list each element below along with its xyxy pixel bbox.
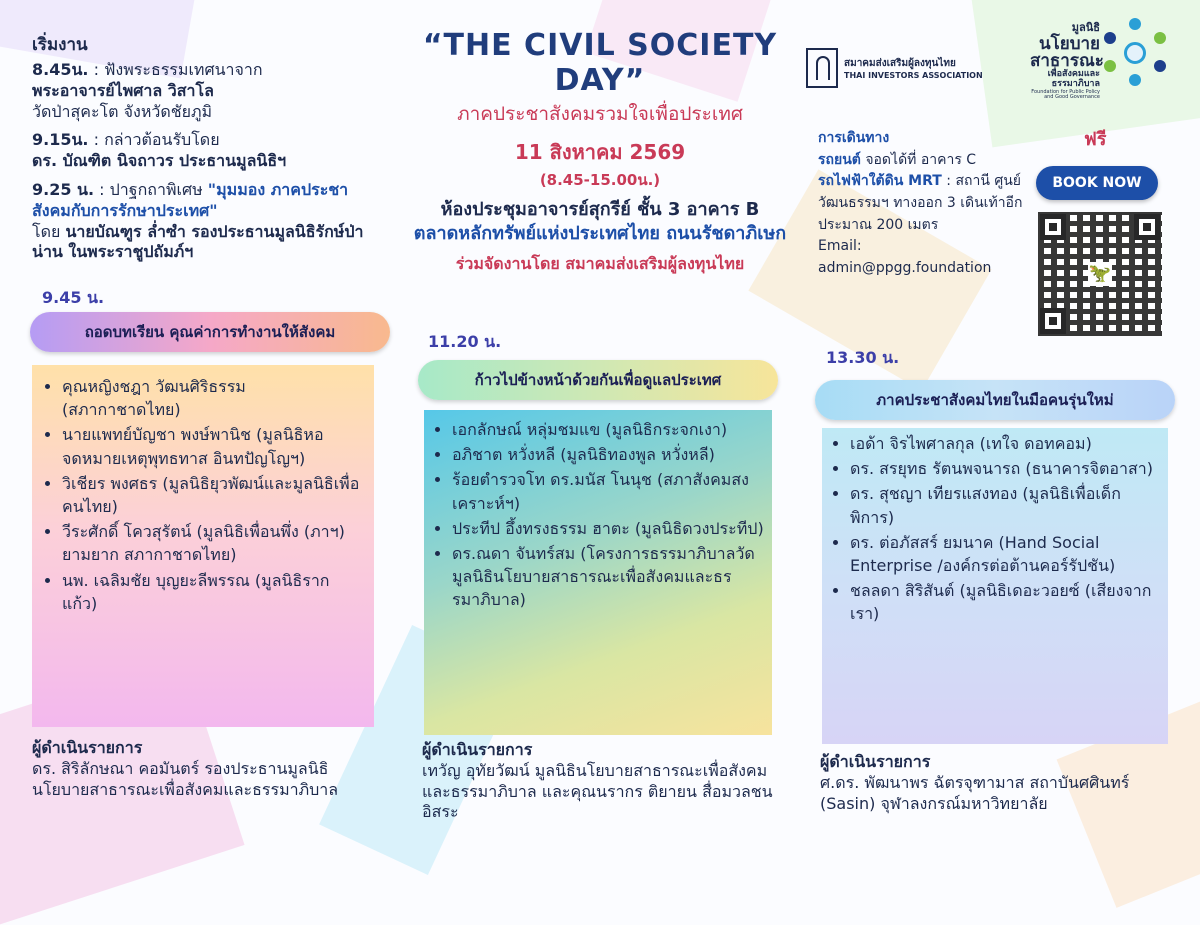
session-1-host [32, 738, 372, 800]
item-text: : กล่าวต้อนรับโดย [88, 130, 220, 150]
qr-code-icon[interactable] [1038, 212, 1162, 336]
tia-mark-icon [806, 48, 838, 88]
email-label: Email: [818, 238, 862, 255]
item-person: นายบัณฑูร ล่ำซำ รองประธานมูลนิธิรักษ์ป่าน่าน ในพระราชูปถัมภ์ฯ [32, 221, 364, 262]
item-place: วัดป่าสุคะโต จังหวัดชัยภูมิ [32, 101, 213, 121]
car-text: จอดได้ที่ อาคาร C [860, 151, 977, 168]
co-host: ร่วมจัดงานโดย สมาคมส่งเสริมผู้ลงทุนไทย [455, 254, 745, 274]
ppgg-line: นโยบาย [1038, 34, 1100, 54]
book-now-button[interactable]: BOOK NOW [1036, 166, 1158, 200]
schedule-item-1 [32, 60, 382, 122]
item-person: ดร. บัณฑิต นิจถาวร ประธานมูลนิธิฯ [32, 151, 287, 171]
speaker-item: • ร้อยตำรวจโท ดร.มนัส โนนุช (สภาสังคมสงเคราะห์ฯ) [452, 468, 764, 514]
item-time: 9.15น. [32, 130, 89, 150]
keynote-title: "มุมมอง ภาคประชาสังคมกับการรักษาประเทศ" [32, 180, 349, 220]
mrt-text: : สถานี ศูนย์วัฒนธรรมฯ ทางออก 3 เดินเท้าอีกประมาณ 200 เมตร [818, 173, 1023, 233]
speaker-item: • ดร. ต่อภัสสร์ ยมนาค (Hand Social Enterprise /องค์กรต่อต้านคอร์รัปชัน) [850, 531, 1162, 577]
venue-room: ห้องประชุมอาจารย์สุกรีย์ ชั้น 3 อาคาร B [440, 198, 760, 220]
dinosaur-icon: 🦖 [1088, 263, 1112, 284]
item-text: : ฟังพระธรรมเทศนาจาก [88, 60, 263, 80]
start-heading: เริ่มงาน [32, 35, 88, 55]
speaker-item: • นายแพทย์บัญชา พงษ์พานิช (มูลนิธิหอจดหมายเหตุพุทธทาส อินทปัญโญฯ) [62, 423, 364, 469]
tia-name-th: สมาคมส่งเสริมผู้ลงทุนไทย [844, 58, 956, 69]
event-time: (8.45-15.00น.) [539, 170, 661, 189]
session-1-title: ถอดบทเรียน คุณค่าการทำงานให้สังคม [30, 312, 390, 352]
speaker-item: • วิเชียร พงศธร (มูลนิธิยุวพัฒน์และมูลนิธิเพื่อคนไทย) [62, 472, 364, 518]
event-date: 11 สิงหาคม 2569 [514, 139, 686, 164]
thai-investors-logo [806, 48, 983, 88]
item-by: โดย [32, 221, 66, 241]
speaker-item: • วีระศักดิ์ โควสุรัตน์ (มูลนิธิเพื่อนพึ่ง (ภาฯ) ยามยาก สภากาชาดไทย) [62, 520, 364, 566]
email-link[interactable]: admin@ppgg.foundation [818, 260, 992, 277]
session-3-title: ภาคประชาสังคมไทยในมือคนรุ่นใหม่ [815, 380, 1175, 420]
item-time: 8.45น. [32, 60, 89, 80]
session-3-host [820, 752, 1180, 814]
car-label: รถยนต์ [818, 151, 861, 168]
ppgg-line: มูลนิธิ [1071, 21, 1100, 34]
ppgg-text [1030, 18, 1104, 101]
speaker-item: • ชลลดา สิริสันต์ (มูลนิธิเดอะวอยซ์ (เสียงจากเรา) [850, 579, 1162, 625]
host-label: ผู้ดำเนินรายการ [32, 738, 143, 757]
free-label: ฟรี [1084, 129, 1107, 150]
event-header [400, 28, 800, 277]
ppgg-line: ธรรมาภิบาล [1051, 78, 1100, 89]
host-label: ผู้ดำเนินรายการ [820, 752, 931, 771]
item-person: พระอาจารย์ไพศาล วิสาโล [32, 80, 214, 100]
item-text: : ปาฐกถาพิเศษ [94, 180, 208, 200]
speaker-item: • นพ. เฉลิมชัย บุญยะลีพรรณ (มูลนิธิรากแก้ว) [62, 569, 364, 615]
speaker-item: • ดร. สุชญา เทียรแสงทอง (มูลนิธิเพื่อเด็กพิการ) [850, 482, 1162, 528]
event-venue [400, 198, 800, 247]
schedule-item-2 [32, 130, 382, 172]
tia-name-en: THAI INVESTORS ASSOCIATION [844, 71, 983, 80]
venue-place: ตลาดหลักทรัพย์แห่งประเทศไทย ถนนรัชดาภิเษก [413, 222, 787, 244]
ppgg-logo [1030, 18, 1180, 118]
session-3-time: 13.30 น. [826, 348, 900, 367]
session-3-speakers [822, 428, 1168, 744]
item-time: 9.25 น. [32, 180, 95, 200]
mrt-label: รถไฟฟ้าใต้ดิน MRT [818, 173, 942, 190]
speaker-item: • เอกลักษณ์ หลุ่มชมแข (มูลนิธิกระจกเงา) [452, 418, 764, 441]
session-2-speakers [424, 410, 772, 735]
host-name: ศ.ดร. พัฒนาพร ฉัตรจุฑามาส สถาบันศศินทร์ (Sasin) จุฬาลงกรณ์มหาวิทยาลัย [820, 772, 1130, 813]
speaker-item: • คุณหญิงชฎา วัฒนศิริธรรม (สภากาชาดไทย) [62, 375, 364, 421]
travel-info [818, 128, 1028, 280]
host-name: เทวัญ อุทัยวัฒน์ มูลนิธินโยบายสาธารณะเพื่อสังคมและธรรมาภิบาล และคุณนรากร ติยายน สื่อมวลชนอิสระ [422, 760, 773, 822]
speaker-item: • ดร.ณดา จันทร์สม (โครงการธรรมาภิบาลวัด มูลนิธินโยบายสาธารณะเพื่อสังคมและธรรมาภิบาล) [452, 542, 764, 612]
ppgg-line: สาธารณะ [1030, 51, 1104, 71]
event-subtitle: ภาคประชาสังคมรวมใจเพื่อประเทศ [457, 103, 743, 125]
speaker-item: • อภิชาต หวั่งหลี (มูลนิธิทองพูล หวั่งหลี) [452, 443, 764, 466]
session-2-host [422, 740, 782, 823]
travel-heading: การเดินทาง [818, 130, 890, 146]
opening-schedule [32, 34, 382, 263]
speaker-item: • ประทีป อึ้งทรงธรรม ฮาตะ (มูลนิธิดวงประทีป) [452, 517, 764, 540]
session-1-time: 9.45 น. [42, 288, 105, 307]
people-circle-icon [1100, 18, 1170, 88]
speaker-item: • ดร. สรยุทธ รัตนพจนารถ (ธนาคารจิตอาสา) [850, 457, 1162, 480]
ppgg-line: Foundation for Public Policy and Good Governance [1031, 88, 1100, 101]
host-name: ดร. สิริลักษณา คอมันตร์ รองประธานมูลนิธินโยบายสาธารณะเพื่อสังคมและธรรมาภิบาล [32, 758, 339, 799]
ppgg-line: เพื่อสังคมและ [1047, 69, 1100, 79]
schedule-item-3 [32, 180, 382, 263]
host-label: ผู้ดำเนินรายการ [422, 740, 533, 759]
event-title: “THE CIVIL SOCIETY DAY” [422, 28, 778, 98]
session-2-title: ก้าวไปข้างหน้าด้วยกันเพื่อดูแลประเทศ [418, 360, 778, 400]
session-1-speakers [32, 365, 374, 727]
speaker-item: • เอด้า จิรไพศาลกุล (เทใจ ดอทคอม) [850, 432, 1162, 455]
session-2-time: 11.20 น. [428, 332, 502, 351]
